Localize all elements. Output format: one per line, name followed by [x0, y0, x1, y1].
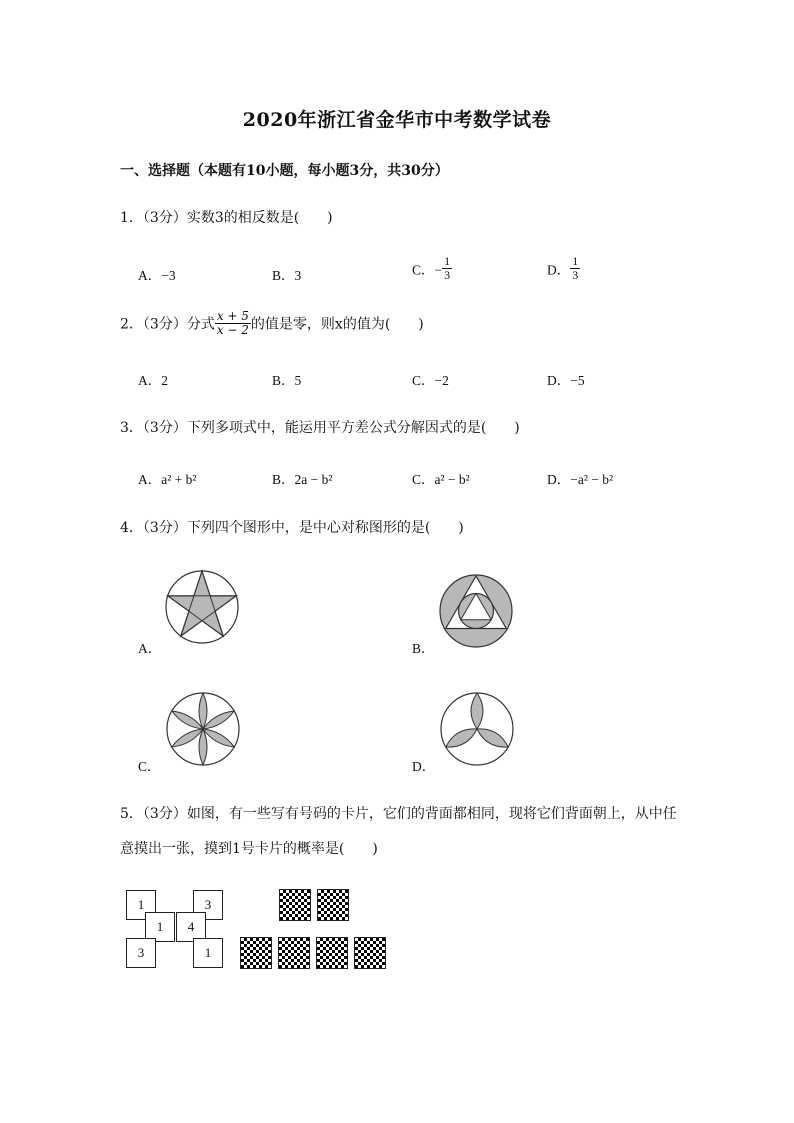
question-1-stem: 1．（3分）实数3的相反数是( ): [120, 210, 333, 226]
q2-option-a: A．2: [138, 373, 168, 388]
figure-a-pentagram-in-circle: [164, 569, 240, 645]
fraction-denominator: 3: [444, 268, 451, 283]
card-back: [354, 937, 386, 969]
figure-d-three-petals: [439, 691, 515, 767]
q2-fraction: [215, 310, 251, 337]
figure-b-circle-triangle: [438, 573, 514, 649]
q1-option-c-fraction: [442, 255, 452, 282]
q1-option-d-prefix: D．: [547, 262, 571, 278]
q3-option-c: C．a² − b²: [412, 472, 470, 487]
number-card: 1: [126, 890, 156, 920]
fraction-denominator: x − 2: [216, 323, 249, 338]
fraction-denominator: 3: [572, 268, 579, 283]
q1-option-c: [412, 255, 452, 282]
number-card: 4: [176, 912, 206, 942]
section-heading: 一、选择题（本题有10小题，每小题3分，共30分）: [120, 163, 449, 179]
q1-option-c-prefix: C．−: [412, 262, 443, 278]
number-card: 3: [193, 890, 223, 920]
q4-label-a: A．: [138, 641, 162, 656]
q4-label-c: C．: [138, 759, 161, 774]
number-card: 1: [145, 912, 175, 942]
number-card: 1: [193, 938, 223, 968]
fraction-numerator: x + 5: [216, 309, 249, 323]
page-title: 2020年浙江省金华市中考数学试卷: [242, 109, 552, 131]
question-3-stem: 3．（3分）下列多项式中，能运用平方差公式分解因式的是( ): [120, 420, 520, 436]
fraction-numerator: 1: [444, 254, 451, 268]
question-2-stem: [120, 310, 424, 337]
fraction-numerator: 1: [572, 254, 579, 268]
q1-option-d: [547, 255, 580, 282]
number-card: 3: [126, 938, 156, 968]
card-back: [279, 889, 311, 921]
q1-option-d-fraction: [570, 255, 580, 282]
question-5-stem-line1: 5．（3分）如图，有一些写有号码的卡片，它们的背面都相同，现将它们背面朝上，从中任: [120, 806, 677, 822]
card-back: [240, 937, 272, 969]
card-back: [316, 937, 348, 969]
card-back: [317, 889, 349, 921]
q4-label-d: D．: [412, 759, 436, 774]
card-back: [278, 937, 310, 969]
question-4-stem: 4．（3分）下列四个图形中，是中心对称图形的是( ): [120, 520, 464, 536]
figure-c-six-petals: [165, 691, 241, 767]
q4-label-b: B．: [412, 641, 435, 656]
q2-option-b: B．5: [272, 373, 302, 388]
q3-option-d: D．−a² − b²: [547, 472, 614, 487]
q2-option-c: C．−2: [412, 373, 449, 388]
q2-stem-before: 2．（3分）分式: [120, 316, 215, 333]
q3-option-b: B．2a − b²: [272, 472, 333, 487]
q1-option-a: A．−3: [138, 268, 176, 283]
q2-option-d: D．−5: [547, 373, 585, 388]
q1-option-b: B．3: [272, 268, 302, 283]
q2-stem-after: 的值是零，则x的值为( ): [250, 316, 424, 333]
q3-option-a: A．a² + b²: [138, 472, 197, 487]
question-5-stem-line2: 意摸出一张，摸到1号卡片的概率是( ): [120, 841, 378, 857]
